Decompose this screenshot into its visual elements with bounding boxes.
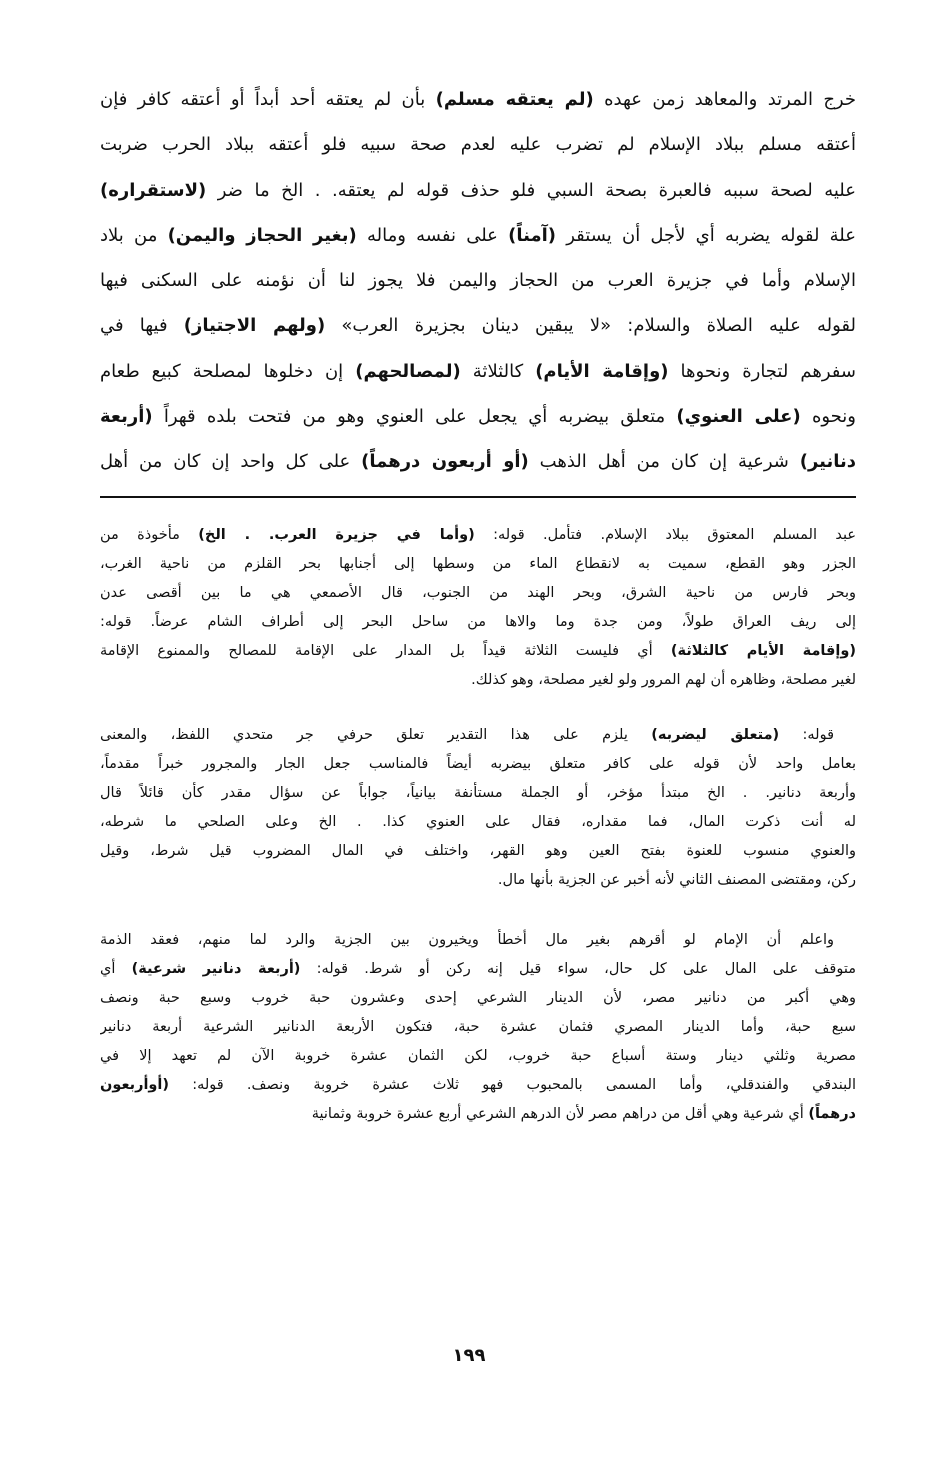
- text-line: علة لقوله يضربه أي لأجل أن يستقر (آمناً) على نفسه وماله (بغير الحجاز واليمن) من بلاد: [100, 224, 856, 246]
- footnote-paragraph-2: [100, 722, 856, 896]
- text-line: وأربعة دنانير. . الخ مبتدأ مؤخر، أو الجملة مستأنفة بيانياً، جواباً عن سؤال مقدر كأن قائلاً قال: [100, 785, 856, 801]
- text-line: ونحوه (على العنوي) متعلق بيضربه أي يجعل على العنوي وهو من فتحت بلده قهراً (أربعة: [100, 406, 856, 428]
- text-line: سبع حبة، وأما الدينار المصري فثمان عشرة حبة، فتكون الأربعة الدنانير الشرعية أربعة دنانير: [100, 1019, 856, 1035]
- text-line: إلى ريف العراق طولاً، ومن جدة وما والاها من ساحل البحر إلى أطراف الشام عرضاً. قوله:: [100, 614, 856, 630]
- footnote-paragraph-3: [100, 927, 856, 1130]
- text-line: درهماً) أي شرعية وهي أقل من دراهم مصر لأن الدرهم الشرعي أربع عشرة خروبة وثمانية: [311, 1106, 856, 1122]
- text-line: البندقي والفندقلي، وأما المسمى بالمحبوب فهو ثلاث عشرة خروبة ونصف. قوله: (أوأربعون: [100, 1077, 856, 1093]
- text-line: وهي أكبر من دنانير مصر، لأن الدينار الشرعي إحدى وعشرون حبة خروب وسبع حبة ونصف: [100, 990, 856, 1006]
- text-line: عليه لصحة سببه فالعبرة بصحة السبي فلو حذف قوله لم يعتقه. . الخ ما ضر (لاستقراره): [100, 179, 856, 201]
- text-line: عبد المسلم المعتوق ببلاد الإسلام. فتأمل. قوله: (وأما في جزيرة العرب. . الخ) مأخوذة من: [100, 527, 856, 543]
- text-line: أعتقه مسلم ببلاد الإسلام لم تضرب عليه لعدم صحة سبيه فلو أعتقه ببلاد الحرب ضربت: [100, 134, 856, 156]
- text-line: لقوله عليه الصلاة والسلام: «لا يبقين دينان بجزيرة العرب» (ولهم الاجتياز) فيها في: [100, 315, 856, 337]
- page-number: ١٩٩: [452, 1345, 486, 1366]
- text-line: والعنوي منسوب للعنوة بفتح العين وهو القهر، واختلف في المال المضروب قيل شرط، وقيل: [100, 843, 856, 859]
- text-line: الجزر وهو القطع، سميت به لانقطاع الماء من وسطها إلى أجنابها بحر القلزم من ناحية الغرب،: [100, 556, 856, 572]
- text-line: ركن، ومقتضى المصنف الثاني لأنه أخبر عن الجزية بأنها مال.: [497, 872, 856, 888]
- main-text: [100, 80, 856, 488]
- text-line: له أنت ذكرت المال، فما مقداره، فقال على العنوي كذا. . الخ وعلى الصلحي ما شرطه،: [100, 814, 856, 830]
- text-line: دنانير) شرعية إن كان من أهل الذهب (أو أربعون درهماً) على كل واحد إن كان من أهل: [100, 451, 856, 473]
- text-line: قوله: (متعلق ليضربه) يلزم على هذا التقدير تعلق حرفي جر متحدي اللفظ، والمعنى: [100, 727, 834, 743]
- text-line: واعلم أن الإمام لو أقرهم بغير مال أخطأ ويخيرون بين الجزية والرد لما منهم، فعقد الذمة: [100, 932, 834, 948]
- footnote-divider: [100, 496, 856, 498]
- text-line: مصرية وثلثي دينار وستة أسباع حبة خروب، لكن الثمان عشرة خروبة الآن لم تعهد إلا في: [100, 1048, 856, 1064]
- text-line: خرج المرتد والمعاهد زمن عهده (لم يعتقه مسلم) بأن لم يعتقه أحد أبداً أو أعتقه كافر فإن: [100, 89, 856, 110]
- footnote-paragraph-1: [100, 522, 856, 696]
- text-line: وبحر فارس من ناحية الشرق، وبحر الهند من الجنوب، قال الأصمعي هي ما بين أقصى عدن: [100, 585, 856, 601]
- text-line: سفرهم لتجارة ونحوها (وإقامة الأيام) كالثلاثة (لمصالحهم) إن دخلوها لمصلحة كبيع طعام: [100, 360, 856, 382]
- text-line: الإسلام وأما في جزيرة العرب من الحجاز واليمن فلا يجوز لنا أن نؤمنه على السكنى فيها: [100, 270, 856, 292]
- text-line: متوقف على المال على كل حال، سواء قيل إنه ركن أو شرط. قوله: (أربعة دنانير شرعية) أي: [100, 961, 856, 977]
- text-line: بعامل واحد لأن قوله على كافر متعلق بيضربه أيضاً فالمناسب جعل الجار والمجرور خبراً مقدماً،: [100, 756, 856, 772]
- text-line: لغير مصلحة، وظاهره أن لهم المرور ولو لغير مصلحة، وهو كذلك.: [471, 672, 856, 688]
- text-line: (وإقامة الأيام كالثلاثة) أي فليست الثلاثة قيداً بل المدار على الإقامة للمصالح والممنوع الإقامة: [100, 643, 856, 659]
